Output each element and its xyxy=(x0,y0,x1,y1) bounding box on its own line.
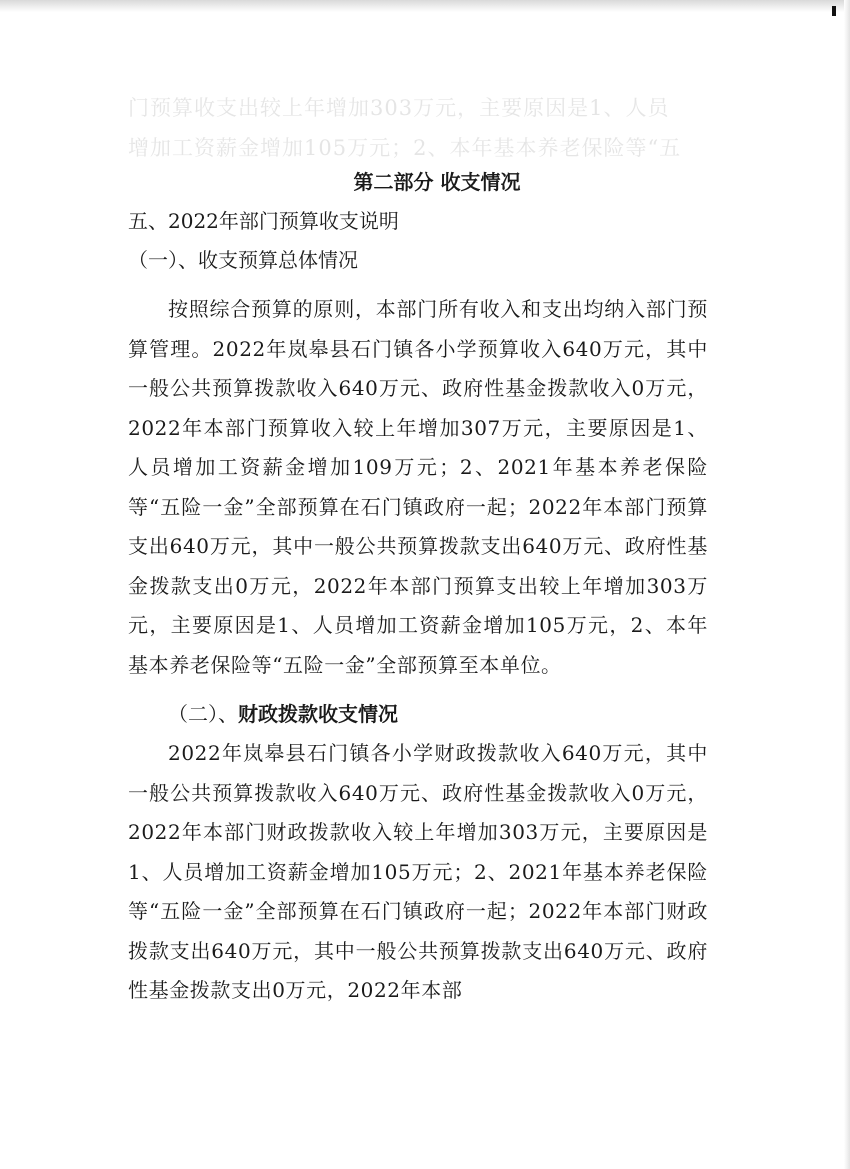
subsection-2-prefix: （二）、 xyxy=(168,702,238,726)
subsection-heading-1: （一）、收支预算总体情况 xyxy=(128,248,358,272)
subsection-2-body: 2022年岚皋县石门镇各小学财政拨款收入640万元，其中一般公共预算拨款收入640万元、政府性基金拨款收入0万元，2022年本部门财政拨款收入较上年增加303万元，主要原因是1、人员增加工资薪金增加105万元；2、2021年基本养老保险等“五险一金”全部预算在石门镇政府一起；2022年本部门财政拨款支出640万元，其中一般公共预算拨款支出640万元、政府性基金拨款支出0万元，2022年本部 xyxy=(128,741,708,1002)
subsection-2-title: 财政拨款收支情况 xyxy=(238,702,398,726)
subsection-heading-2 xyxy=(128,695,708,734)
show-through-line: 增加工资薪金增加105万元；2、本年基本养老保险等“五 xyxy=(128,136,682,160)
scan-corner-mark xyxy=(832,6,836,16)
scan-edge-top xyxy=(0,0,850,12)
section-heading: 五、2022年部门预算收支说明 xyxy=(128,209,399,233)
show-through-line: 门预算收支出较上年增加303万元，主要原因是1、人员 xyxy=(128,96,670,120)
document-page xyxy=(128,162,708,1011)
subsection-1-body: 按照综合预算的原则，本部门所有收入和支出均纳入部门预算管理。2022年岚皋县石门镇各小学预算收入640万元，其中一般公共预算拨款收入640万元、政府性基金拨款收入0万元，2022年本部门预算收入较上年增加307万元，主要原因是1、人员增加工资薪金增加109万元；2、2021年基本养老保险等“五险一金”全部预算在石门镇政府一起；2022年本部门预算支出640万元，其中一般公共预算拨款支出640万元、政府性基金拨款支出0万元，2022年本部门预算支出较上年增加303万元，主要原因是1、人员增加工资薪金增加105万元，2、本年基本养老保险等“五险一金”全部预算至本单位。 xyxy=(128,297,708,677)
scan-edge-right xyxy=(844,0,850,1169)
part-title: 第二部分 收支情况 xyxy=(353,170,521,194)
